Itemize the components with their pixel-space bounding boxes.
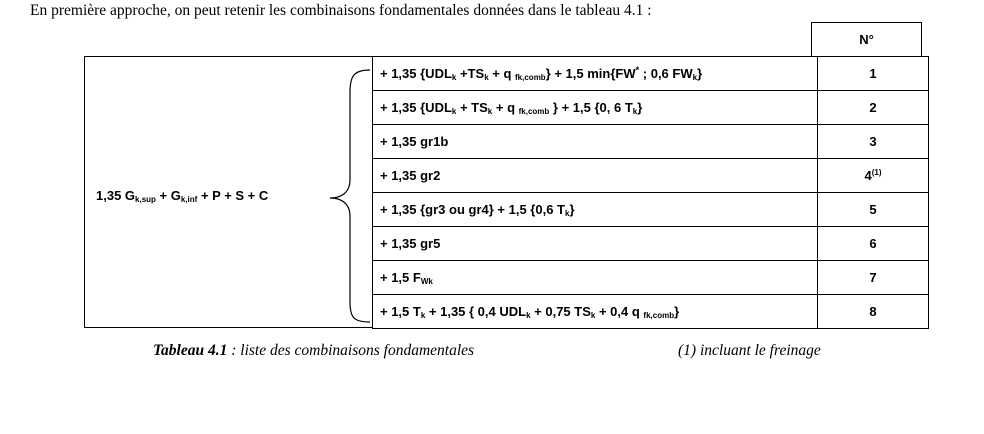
combination-number: 3 [818,125,929,159]
combination-number: 2 [818,91,929,125]
number-column-header: N° [811,22,922,57]
combination-number: 5 [818,193,929,227]
table-row [373,91,929,125]
combination-formula: + 1,35 gr2 [373,159,818,193]
combination-number: 8 [818,295,929,329]
table-row [373,125,929,159]
permanent-actions-formula: 1,35 $G_{k,sup} + G_{k,inf} + P + S + C$ [96,188,269,204]
combination-formula: + 1,35 {$UDL_k +TS_k + q$ $_{fk,comb}$} + 1,5 min{FW* ; 0,6 $FW_k$} [373,57,818,91]
table-footnote: (1) incluant le freinage [678,342,821,359]
combination-formula: + 1,5 $T_k + 1,35$ { 0,4 $UDL_k + 0,75$ $TS_k + 0,4$ q $_{fk,comb}$} [373,295,818,329]
table-row [373,227,929,261]
table-caption: Tableau 4.1 : liste des combinaisons fondamentales [153,342,475,359]
combination-formula: + 1,35 {$UDL_k + TS_k + q$ $_{fk,comb}$ } + 1,5 {0, 6 $T_k$} [373,91,818,125]
combination-number: 6 [818,227,929,261]
curly-brace-icon [328,68,376,324]
table-row [373,193,929,227]
combination-formula: + 1,35 gr1b [373,125,818,159]
combination-formula: + 1,35 {gr3 ou gr4} + 1,5 {0,6 $T_k$} [373,193,818,227]
combination-number: 4$^{(1)}$ [818,159,929,193]
table-row [373,57,929,91]
table-row [373,295,929,329]
combinations-table [372,56,929,329]
combination-formula: + 1,35 gr5 [373,227,818,261]
table-row [373,261,929,295]
intro-paragraph: En première approche, on peut retenir les combinaisons fondamentales données dans le tableau 4.1 : [30,2,652,19]
combination-number: 7 [818,261,929,295]
combination-formula: + 1,5 $F_{Wk}$ [373,261,818,295]
combination-number: 1 [818,57,929,91]
table-row [373,159,929,193]
